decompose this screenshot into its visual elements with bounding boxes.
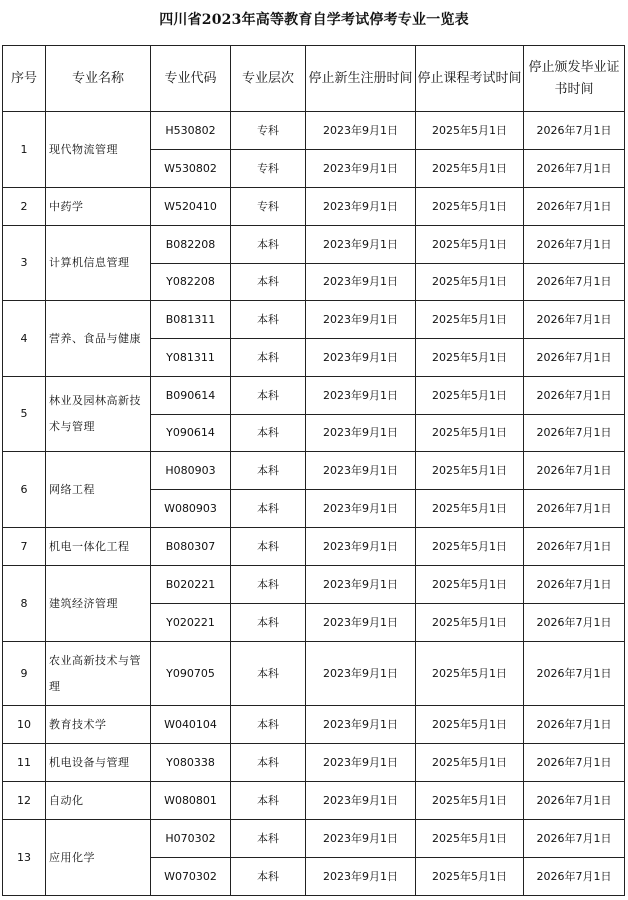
level-cell: 本科 xyxy=(231,377,306,415)
stop-exam-cell: 2025年5月1日 xyxy=(416,226,524,264)
level-cell: 专科 xyxy=(231,188,306,226)
table-row xyxy=(3,452,625,490)
major-name-cell: 林业及园林高新技术与管理 xyxy=(46,377,151,452)
code-cell: Y082208 xyxy=(151,264,231,301)
code-cell: H530802 xyxy=(151,112,231,150)
seq-cell: 7 xyxy=(3,528,46,566)
stop-reg-cell: 2023年9月1日 xyxy=(306,301,416,339)
major-name-cell: 建筑经济管理 xyxy=(46,566,151,642)
code-cell: W070302 xyxy=(151,858,231,896)
table-row xyxy=(3,706,625,744)
stop-reg-cell: 2023年9月1日 xyxy=(306,415,416,452)
seq-cell: 4 xyxy=(3,301,46,377)
major-name-cell: 网络工程 xyxy=(46,452,151,528)
table-row xyxy=(3,301,625,339)
page-title: 四川省2023年高等教育自学考试停考专业一览表 xyxy=(159,12,469,28)
code-cell: H070302 xyxy=(151,820,231,858)
stop-cert-cell: 2026年7月1日 xyxy=(524,226,625,264)
header-seq: 序号 xyxy=(3,46,46,112)
stop-reg-cell: 2023年9月1日 xyxy=(306,782,416,820)
code-cell: Y080338 xyxy=(151,744,231,782)
major-name-cell: 计算机信息管理 xyxy=(46,226,151,301)
stop-cert-cell: 2026年7月1日 xyxy=(524,782,625,820)
stop-reg-cell: 2023年9月1日 xyxy=(306,706,416,744)
stop-exam-cell: 2025年5月1日 xyxy=(416,339,524,377)
table-row xyxy=(3,782,625,820)
seq-cell: 9 xyxy=(3,642,46,706)
seq-cell: 2 xyxy=(3,188,46,226)
table-header-row xyxy=(3,46,625,112)
table-row xyxy=(3,188,625,226)
stop-cert-cell: 2026年7月1日 xyxy=(524,377,625,415)
stop-cert-cell: 2026年7月1日 xyxy=(524,452,625,490)
stop-cert-cell: 2026年7月1日 xyxy=(524,528,625,566)
stop-exam-cell: 2025年5月1日 xyxy=(416,858,524,896)
stop-cert-cell: 2026年7月1日 xyxy=(524,604,625,642)
level-cell: 本科 xyxy=(231,528,306,566)
stop-cert-cell: 2026年7月1日 xyxy=(524,339,625,377)
stop-reg-cell: 2023年9月1日 xyxy=(306,377,416,415)
level-cell: 本科 xyxy=(231,858,306,896)
seq-cell: 13 xyxy=(3,820,46,896)
header-stop-exam: 停止课程考试时间 xyxy=(416,46,524,112)
stop-cert-cell: 2026年7月1日 xyxy=(524,744,625,782)
seq-cell: 5 xyxy=(3,377,46,452)
stop-cert-cell: 2026年7月1日 xyxy=(524,820,625,858)
seq-cell: 11 xyxy=(3,744,46,782)
table-row xyxy=(3,112,625,150)
level-cell: 本科 xyxy=(231,339,306,377)
major-name-cell: 机电一体化工程 xyxy=(46,528,151,566)
code-cell: B082208 xyxy=(151,226,231,264)
stop-exam-cell: 2025年5月1日 xyxy=(416,566,524,604)
stop-cert-cell: 2026年7月1日 xyxy=(524,415,625,452)
code-cell: B080307 xyxy=(151,528,231,566)
stop-reg-cell: 2023年9月1日 xyxy=(306,490,416,528)
stop-reg-cell: 2023年9月1日 xyxy=(306,264,416,301)
stop-exam-cell: 2025年5月1日 xyxy=(416,528,524,566)
seq-cell: 12 xyxy=(3,782,46,820)
code-cell: B081311 xyxy=(151,301,231,339)
stop-reg-cell: 2023年9月1日 xyxy=(306,339,416,377)
stop-exam-cell: 2025年5月1日 xyxy=(416,604,524,642)
level-cell: 本科 xyxy=(231,415,306,452)
major-name-cell: 教育技术学 xyxy=(46,706,151,744)
stop-cert-cell: 2026年7月1日 xyxy=(524,264,625,301)
stop-reg-cell: 2023年9月1日 xyxy=(306,112,416,150)
seq-cell: 1 xyxy=(3,112,46,188)
code-cell: H080903 xyxy=(151,452,231,490)
stop-exam-cell: 2025年5月1日 xyxy=(416,452,524,490)
stop-exam-cell: 2025年5月1日 xyxy=(416,150,524,188)
stop-cert-cell: 2026年7月1日 xyxy=(524,642,625,706)
header-stop-certificate: 停止颁发毕业证书时间 xyxy=(524,46,625,112)
major-name-cell: 中药学 xyxy=(46,188,151,226)
stop-reg-cell: 2023年9月1日 xyxy=(306,566,416,604)
code-cell: Y081311 xyxy=(151,339,231,377)
level-cell: 本科 xyxy=(231,301,306,339)
code-cell: W530802 xyxy=(151,150,231,188)
seq-cell: 10 xyxy=(3,706,46,744)
seq-cell: 6 xyxy=(3,452,46,528)
stop-reg-cell: 2023年9月1日 xyxy=(306,858,416,896)
code-cell: B090614 xyxy=(151,377,231,415)
code-cell: W080801 xyxy=(151,782,231,820)
stop-cert-cell: 2026年7月1日 xyxy=(524,566,625,604)
stop-exam-cell: 2025年5月1日 xyxy=(416,301,524,339)
major-name-cell: 农业高新技术与管理 xyxy=(46,642,151,706)
stop-exam-cell: 2025年5月1日 xyxy=(416,112,524,150)
code-cell: W040104 xyxy=(151,706,231,744)
stop-cert-cell: 2026年7月1日 xyxy=(524,706,625,744)
stop-exam-cell: 2025年5月1日 xyxy=(416,744,524,782)
suspended-majors-table xyxy=(2,45,625,896)
header-stop-registration: 停止新生注册时间 xyxy=(306,46,416,112)
table-row xyxy=(3,226,625,264)
stop-cert-cell: 2026年7月1日 xyxy=(524,858,625,896)
level-cell: 本科 xyxy=(231,642,306,706)
code-cell: Y020221 xyxy=(151,604,231,642)
stop-reg-cell: 2023年9月1日 xyxy=(306,452,416,490)
stop-reg-cell: 2023年9月1日 xyxy=(306,820,416,858)
table-row xyxy=(3,566,625,604)
level-cell: 本科 xyxy=(231,782,306,820)
major-name-cell: 自动化 xyxy=(46,782,151,820)
code-cell: W520410 xyxy=(151,188,231,226)
seq-cell: 3 xyxy=(3,226,46,301)
header-major-name: 专业名称 xyxy=(46,46,151,112)
stop-cert-cell: 2026年7月1日 xyxy=(524,490,625,528)
stop-exam-cell: 2025年5月1日 xyxy=(416,188,524,226)
stop-reg-cell: 2023年9月1日 xyxy=(306,744,416,782)
stop-exam-cell: 2025年5月1日 xyxy=(416,820,524,858)
stop-reg-cell: 2023年9月1日 xyxy=(306,642,416,706)
level-cell: 专科 xyxy=(231,112,306,150)
code-cell: W080903 xyxy=(151,490,231,528)
major-name-cell: 应用化学 xyxy=(46,820,151,896)
table-row xyxy=(3,528,625,566)
stop-exam-cell: 2025年5月1日 xyxy=(416,490,524,528)
level-cell: 本科 xyxy=(231,490,306,528)
header-level: 专业层次 xyxy=(231,46,306,112)
stop-cert-cell: 2026年7月1日 xyxy=(524,112,625,150)
seq-cell: 8 xyxy=(3,566,46,642)
code-cell: Y090705 xyxy=(151,642,231,706)
level-cell: 专科 xyxy=(231,150,306,188)
stop-cert-cell: 2026年7月1日 xyxy=(524,301,625,339)
level-cell: 本科 xyxy=(231,566,306,604)
stop-exam-cell: 2025年5月1日 xyxy=(416,642,524,706)
stop-reg-cell: 2023年9月1日 xyxy=(306,150,416,188)
header-major-code: 专业代码 xyxy=(151,46,231,112)
stop-exam-cell: 2025年5月1日 xyxy=(416,782,524,820)
stop-reg-cell: 2023年9月1日 xyxy=(306,226,416,264)
table-row xyxy=(3,744,625,782)
major-name-cell: 营养、食品与健康 xyxy=(46,301,151,377)
level-cell: 本科 xyxy=(231,604,306,642)
table-row xyxy=(3,377,625,415)
table-row xyxy=(3,820,625,858)
code-cell: B020221 xyxy=(151,566,231,604)
level-cell: 本科 xyxy=(231,820,306,858)
level-cell: 本科 xyxy=(231,706,306,744)
stop-exam-cell: 2025年5月1日 xyxy=(416,706,524,744)
stop-exam-cell: 2025年5月1日 xyxy=(416,415,524,452)
stop-reg-cell: 2023年9月1日 xyxy=(306,528,416,566)
stop-reg-cell: 2023年9月1日 xyxy=(306,188,416,226)
level-cell: 本科 xyxy=(231,452,306,490)
stop-reg-cell: 2023年9月1日 xyxy=(306,604,416,642)
stop-cert-cell: 2026年7月1日 xyxy=(524,150,625,188)
major-name-cell: 现代物流管理 xyxy=(46,112,151,188)
level-cell: 本科 xyxy=(231,226,306,264)
level-cell: 本科 xyxy=(231,744,306,782)
table-row xyxy=(3,642,625,706)
major-name-cell: 机电设备与管理 xyxy=(46,744,151,782)
stop-exam-cell: 2025年5月1日 xyxy=(416,377,524,415)
stop-exam-cell: 2025年5月1日 xyxy=(416,264,524,301)
level-cell: 本科 xyxy=(231,264,306,301)
code-cell: Y090614 xyxy=(151,415,231,452)
stop-cert-cell: 2026年7月1日 xyxy=(524,188,625,226)
